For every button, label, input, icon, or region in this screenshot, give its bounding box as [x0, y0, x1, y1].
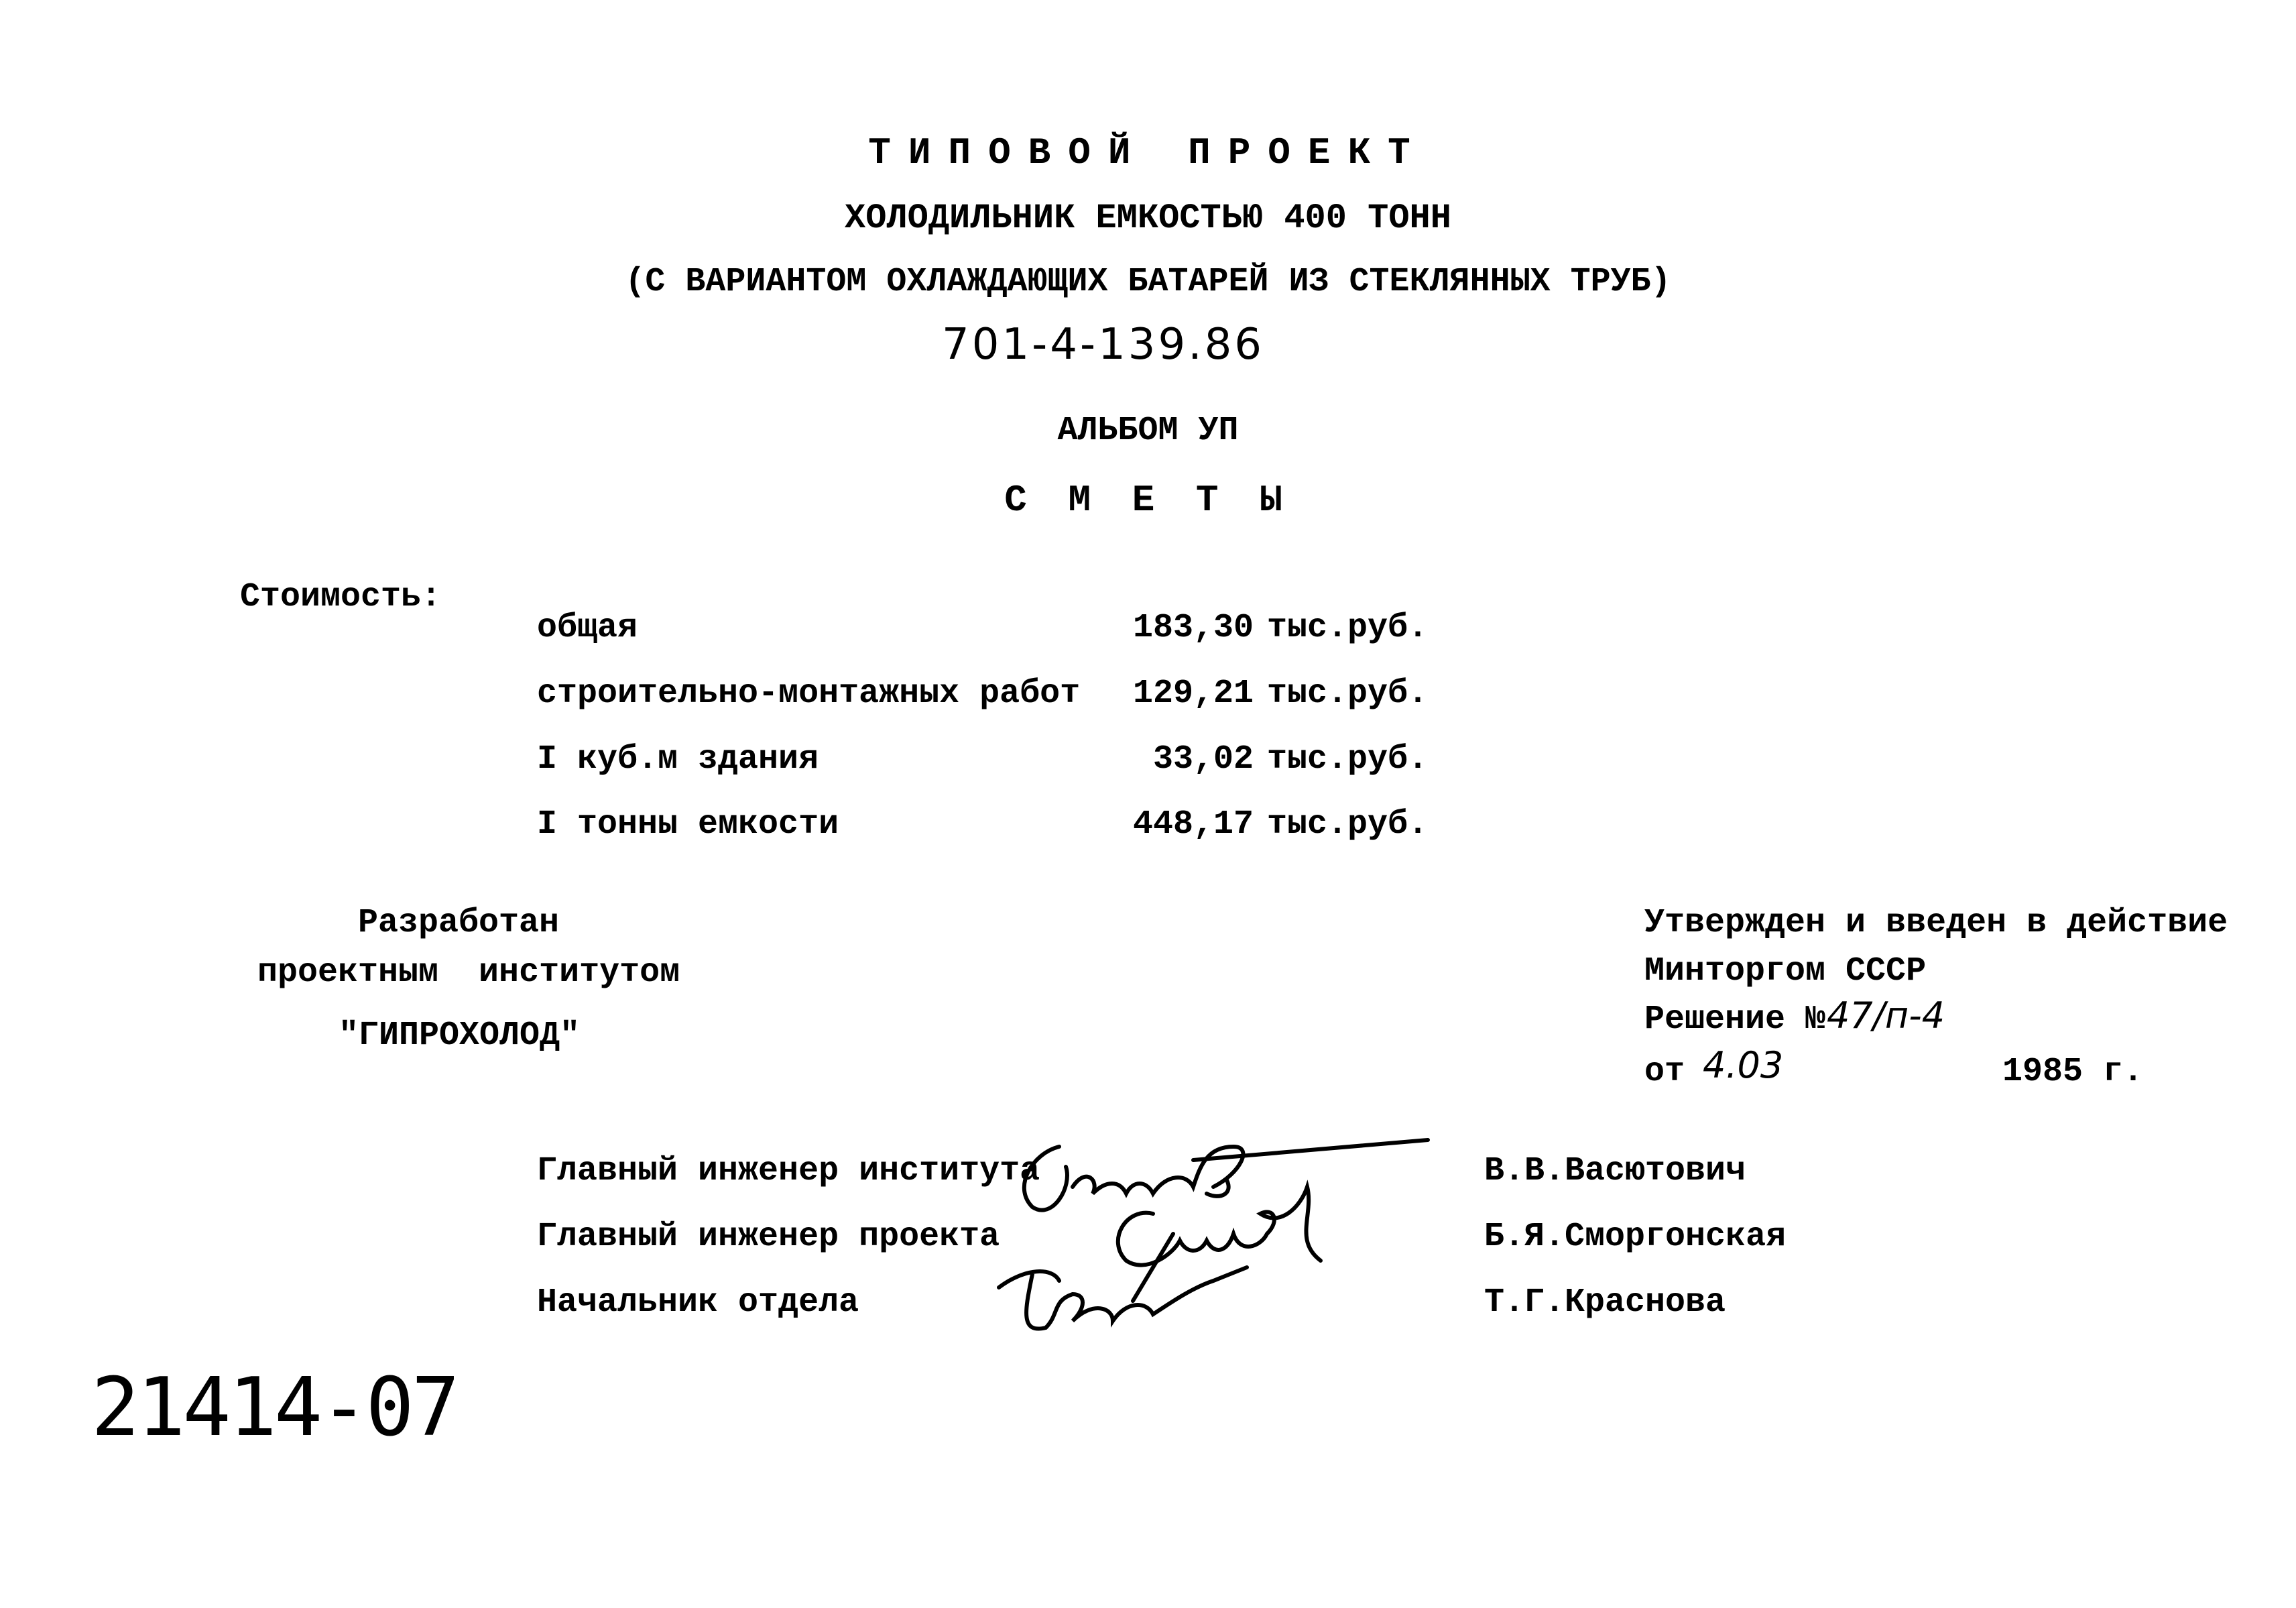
- doc-type: ТИПОВОЙ ПРОЕКТ: [868, 131, 1428, 174]
- signature-3: [999, 1267, 1247, 1329]
- approval-line1: Утвержден и введен в действие: [1644, 904, 2228, 942]
- signature-role: Главный инженер института: [537, 1152, 1040, 1190]
- developer-line1: Разработан: [358, 904, 560, 942]
- approval-line2: Минторгом СССР: [1644, 952, 1927, 990]
- cost-item-value: 33,02: [1152, 740, 1254, 779]
- handwritten-signatures: [972, 1106, 1441, 1348]
- cost-item-unit: тыс.руб.: [1267, 740, 1429, 779]
- decision-label: Решение №: [1644, 1000, 1826, 1039]
- cost-item-unit: тыс.руб.: [1267, 675, 1429, 713]
- decision-year: 1985 г.: [2002, 1053, 2144, 1091]
- project-variant: (С ВАРИАНТОМ ОХЛАЖДАЮЩИХ БАТАРЕЙ ИЗ СТЕКЛЯННЫХ ТРУБ): [625, 263, 1671, 301]
- cost-item-unit: тыс.руб.: [1267, 805, 1429, 844]
- project-code: 701-4-139.86: [942, 320, 1264, 369]
- cost-label: Стоимость:: [240, 578, 442, 616]
- signature-name: В.В.Васютович: [1484, 1152, 1746, 1190]
- decision-date: 4.03: [1703, 1044, 1784, 1086]
- archive-stamp-number: 21414-07: [91, 1361, 457, 1454]
- cost-item-value: 448,17: [1132, 805, 1254, 844]
- developer-line2: проектным институтом: [257, 954, 680, 992]
- cost-item-unit: тыс.руб.: [1267, 609, 1429, 647]
- signature-name: Б.Я.Сморгонская: [1484, 1218, 1787, 1256]
- signature-role: Главный инженер проекта: [537, 1218, 1000, 1256]
- cost-item-name: I куб.м здания: [537, 740, 819, 779]
- section-title: С М Е Т Ы: [1004, 479, 1292, 522]
- cost-item-name: строительно-монтажных работ: [537, 675, 1081, 713]
- project-name: ХОЛОДИЛЬНИК ЕМКОСТЬЮ 400 ТОНН: [845, 198, 1451, 238]
- signature-1: [1024, 1140, 1428, 1210]
- developer-institute: "ГИПРОХОЛОД": [339, 1017, 581, 1055]
- cost-item-value: 183,30: [1132, 609, 1254, 647]
- signature-role: Начальник отдела: [537, 1283, 859, 1322]
- cost-item-value: 129,21: [1132, 675, 1254, 713]
- album-label: АЛЬБОМ УП: [1057, 412, 1239, 450]
- signature-2: [1118, 1187, 1321, 1301]
- signature-name: Т.Г.Краснова: [1484, 1283, 1726, 1322]
- cost-item-name: I тонны емкости: [537, 805, 839, 844]
- cost-item-name: общая: [537, 609, 638, 647]
- date-label: от: [1644, 1053, 1685, 1091]
- decision-number: 47/п-4: [1827, 994, 1945, 1037]
